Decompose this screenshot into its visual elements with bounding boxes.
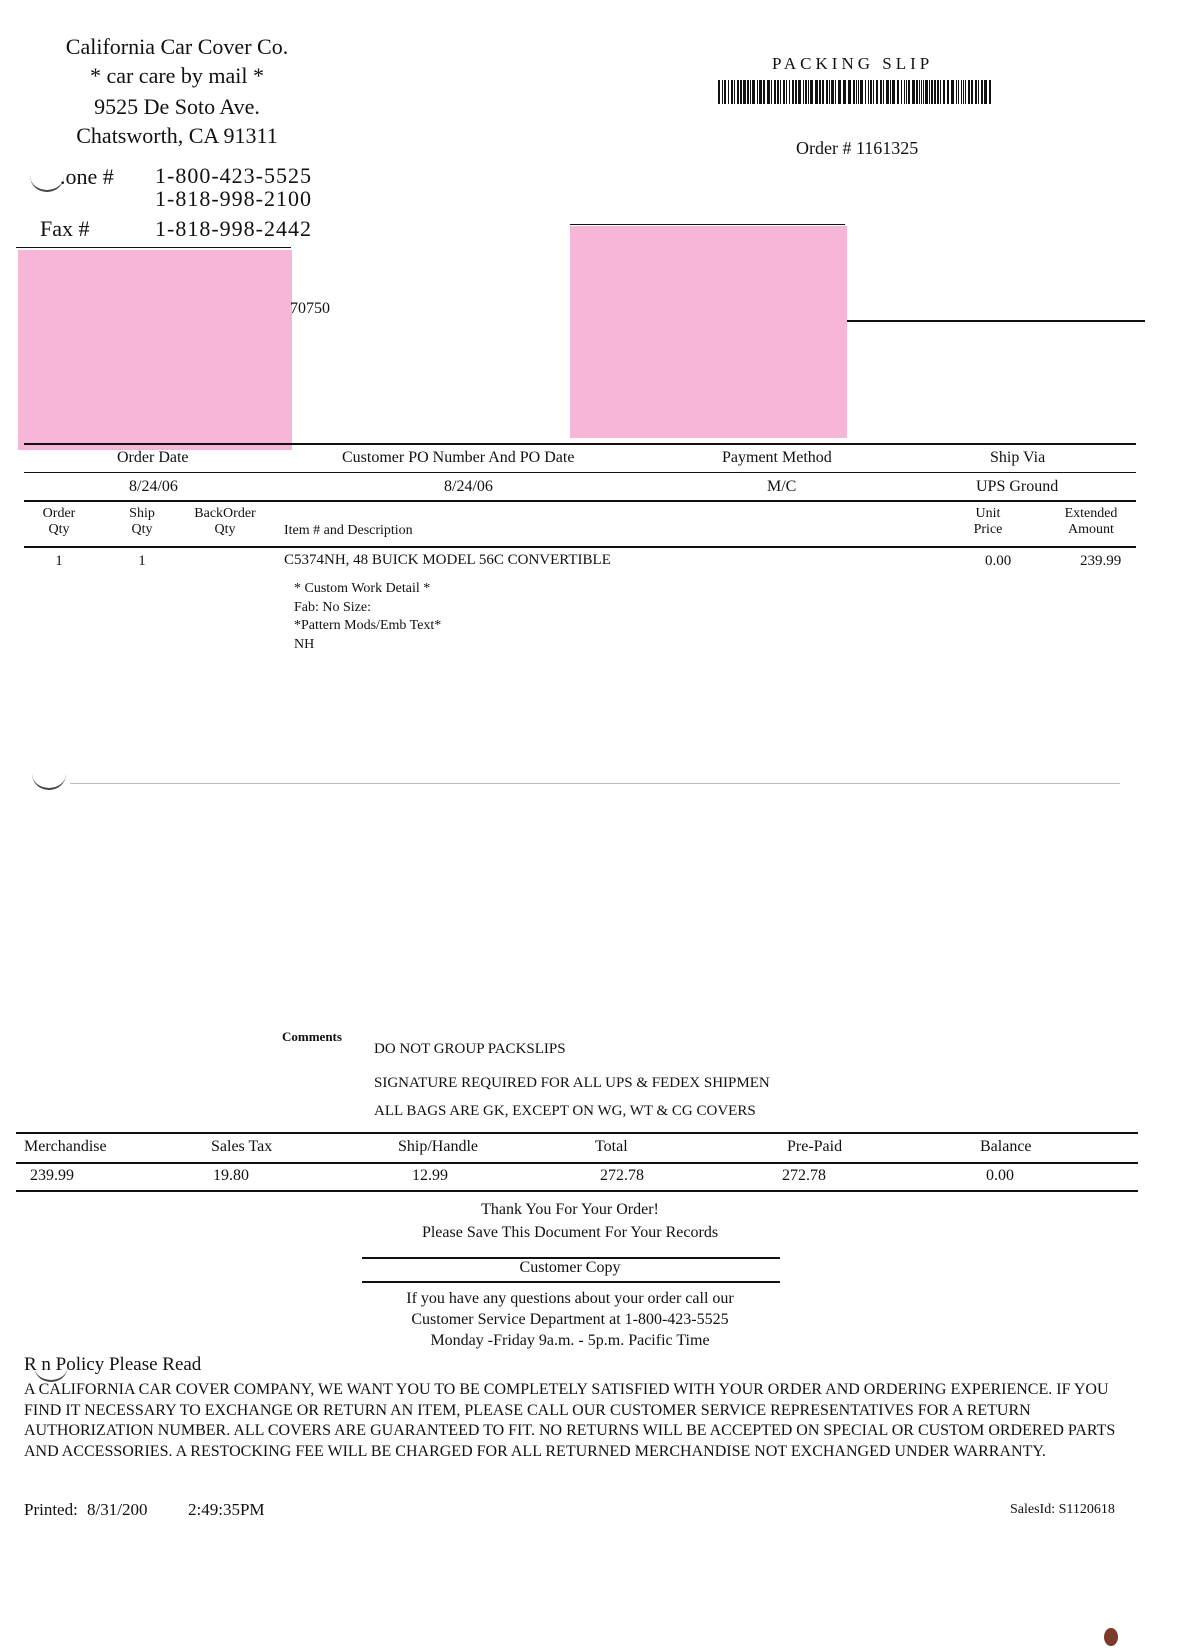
divider-items-header-bottom xyxy=(24,546,1136,548)
company-tagline: * car care by mail * xyxy=(89,63,265,88)
phone-number-1: 1-800-423-5525 xyxy=(155,163,312,188)
barcode-bar xyxy=(747,80,749,104)
phone-label: .one # xyxy=(60,164,114,189)
fax-label: Fax # xyxy=(40,216,90,241)
ship-via-label: Ship Via xyxy=(990,449,1046,466)
barcode-bar xyxy=(798,80,801,104)
save-document-line: Please Save This Document For Your Records xyxy=(421,1224,719,1241)
barcode-bar xyxy=(752,80,755,104)
pre-paid-label: Pre-Paid xyxy=(787,1138,843,1155)
barcode-bar xyxy=(759,80,762,104)
barcode-bar xyxy=(886,80,889,104)
comment-line-1: DO NOT GROUP PACKSLIPS xyxy=(374,1041,566,1057)
company-address-street: 9525 De Soto Ave. xyxy=(94,94,260,119)
divider-address-top-right xyxy=(570,224,845,225)
barcode-bar xyxy=(734,80,735,104)
item-detail-line: NH xyxy=(294,636,315,652)
barcode-bar xyxy=(757,80,758,104)
ship-handle-label: Ship/Handle xyxy=(398,1138,478,1155)
barcode-bar xyxy=(822,80,824,104)
total-label: Total xyxy=(595,1138,628,1155)
barcode-bar xyxy=(925,80,928,104)
thank-you-line: Thank You For Your Order! xyxy=(481,1201,659,1218)
barcode-bar xyxy=(763,80,765,104)
barcode-bar xyxy=(934,80,936,104)
account-number-fragment: 70750 xyxy=(290,300,330,317)
customer-po-value: 8/24/06 xyxy=(444,478,493,495)
company-address-city: Chatsworth, CA 91311 xyxy=(76,123,278,148)
barcode-bar xyxy=(880,80,882,104)
barcode-bar xyxy=(843,80,846,104)
barcode-bar xyxy=(860,80,863,104)
divider-address-top-left xyxy=(16,247,291,248)
barcode-bar xyxy=(718,80,720,104)
barcode-bar xyxy=(805,80,807,104)
barcode-bar xyxy=(750,80,751,104)
barcode-bar xyxy=(826,80,828,104)
barcode-bar xyxy=(971,80,973,104)
barcode-bar xyxy=(771,80,772,104)
item-details xyxy=(294,580,441,654)
divider-order-header-top xyxy=(24,443,1136,445)
barcode-bar xyxy=(883,80,884,104)
item-detail-line: * Custom Work Detail * xyxy=(294,581,431,596)
barcode-bar xyxy=(724,80,726,104)
punch-hole-middle xyxy=(32,758,66,790)
ship-to-redaction xyxy=(570,226,847,438)
barcode-bar xyxy=(789,80,790,104)
extended-amount-header: Extended Amount xyxy=(1064,506,1118,537)
barcode-bar xyxy=(868,80,869,104)
barcode-bar xyxy=(728,80,729,104)
barcode-bar xyxy=(786,80,787,104)
merchandise-label: Merchandise xyxy=(24,1138,107,1155)
barcode-bar xyxy=(856,80,857,104)
ship-handle-value: 12.99 xyxy=(412,1167,448,1184)
barcode-bar xyxy=(774,80,776,104)
item-detail-line: Fab: No Size: xyxy=(294,599,371,615)
barcode-bar xyxy=(984,80,987,104)
sales-id: SalesId: S1120618 xyxy=(1010,1502,1115,1517)
payment-method-value: M/C xyxy=(767,478,797,495)
barcode xyxy=(718,80,993,104)
item-order-qty: 1 xyxy=(55,553,63,569)
barcode-bar xyxy=(831,80,834,104)
barcode-bar xyxy=(956,80,957,104)
sales-tax-value: 19.80 xyxy=(213,1167,249,1184)
barcode-bar xyxy=(975,80,977,104)
balance-value: 0.00 xyxy=(986,1167,1014,1184)
barcode-bar xyxy=(965,80,966,104)
printed-time: 2:49:35PM xyxy=(188,1500,265,1519)
merchandise-value: 239.99 xyxy=(30,1167,74,1184)
barcode-bar xyxy=(989,80,991,104)
barcode-bar xyxy=(873,80,874,104)
barcode-bar xyxy=(968,80,970,104)
divider-totals-mid xyxy=(16,1162,1138,1164)
fax-number: 1-818-998-2442 xyxy=(155,216,312,241)
barcode-bar xyxy=(943,80,945,104)
printed-label: Printed: xyxy=(24,1500,78,1519)
barcode-bar xyxy=(795,80,797,104)
barcode-bar xyxy=(904,80,905,104)
barcode-bar xyxy=(890,80,891,104)
barcode-bar xyxy=(937,80,939,104)
printed-date: 8/31/200 xyxy=(87,1500,148,1519)
barcode-bar xyxy=(803,80,804,104)
customer-po-label: Customer PO Number And PO Date xyxy=(342,449,575,466)
barcode-bar xyxy=(870,80,872,104)
barcode-bar xyxy=(835,80,836,104)
barcode-bar xyxy=(808,80,809,104)
divider-items-top xyxy=(24,500,1136,502)
item-description-header: Item # and Description xyxy=(284,523,413,538)
barcode-bar xyxy=(810,80,813,104)
phone-numbers xyxy=(155,164,312,210)
divider-totals-top xyxy=(16,1132,1138,1134)
barcode-bar xyxy=(731,80,733,104)
barcode-bar xyxy=(951,80,954,104)
divider-order-header-mid xyxy=(24,472,1136,473)
contact-line-2: Customer Service Department at 1-800-423-5525 xyxy=(411,1311,729,1328)
barcode-bar xyxy=(853,80,855,104)
item-unit-price: 0.00 xyxy=(985,553,1012,569)
barcode-bar xyxy=(838,80,841,104)
barcode-bar xyxy=(916,80,918,104)
barcode-bar xyxy=(767,80,770,104)
barcode-bar xyxy=(780,80,781,104)
barcode-bar xyxy=(929,80,930,104)
barcode-bar xyxy=(876,80,878,104)
company-name: California Car Cover Co. xyxy=(65,34,289,59)
ship-qty-header: Ship Qty xyxy=(129,506,155,537)
order-date-value: 8/24/06 xyxy=(129,478,178,495)
packing-slip-title: PACKING SLIP xyxy=(772,54,934,73)
order-date-label: Order Date xyxy=(117,449,189,466)
comment-line-2: SIGNATURE REQUIRED FOR ALL UPS & FEDEX SHIPMEN xyxy=(374,1075,770,1091)
item-extended-amount: 239.99 xyxy=(1080,553,1122,569)
barcode-bar xyxy=(848,80,851,104)
balance-label: Balance xyxy=(980,1138,1032,1155)
barcode-bar xyxy=(963,80,964,104)
fold-line xyxy=(70,783,1120,784)
ship-via-value: UPS Ground xyxy=(976,478,1059,495)
barcode-bar xyxy=(858,80,859,104)
barcode-bar xyxy=(740,80,742,104)
divider-ship-to xyxy=(847,320,1145,322)
barcode-bar xyxy=(792,80,794,104)
barcode-bar xyxy=(865,80,866,104)
item-description: C5374NH, 48 BUICK MODEL 56C CONVERTIBLE xyxy=(284,552,611,568)
barcode-bar xyxy=(777,80,779,104)
barcode-bar xyxy=(906,80,907,104)
barcode-bar xyxy=(923,80,924,104)
total-value: 272.78 xyxy=(600,1167,644,1184)
item-ship-qty: 1 xyxy=(138,553,146,569)
barcode-bar xyxy=(892,80,895,104)
divider-totals-bottom xyxy=(16,1190,1138,1192)
barcode-bar xyxy=(897,80,899,104)
return-policy-title: R n Policy Please Read xyxy=(24,1354,202,1375)
barcode-bar xyxy=(908,80,910,104)
ink-spot xyxy=(1104,1628,1118,1646)
pre-paid-value: 272.78 xyxy=(782,1167,826,1184)
barcode-bar xyxy=(921,80,922,104)
barcode-bar xyxy=(901,80,902,104)
divider-copy-bottom xyxy=(362,1281,780,1283)
customer-copy-label: Customer Copy xyxy=(519,1259,621,1276)
barcode-bar xyxy=(912,80,915,104)
bill-to-redaction xyxy=(18,250,292,450)
barcode-bar xyxy=(722,80,723,104)
barcode-bar xyxy=(981,80,983,104)
payment-method-label: Payment Method xyxy=(722,449,832,466)
barcode-bar xyxy=(829,80,830,104)
barcode-bar xyxy=(743,80,746,104)
backorder-qty-header: BackOrder Qty xyxy=(194,506,256,537)
contact-line-3: Monday -Friday 9a.m. - 5p.m. Pacific Time xyxy=(430,1332,710,1349)
return-policy-text: A CALIFORNIA CAR COVER COMPANY, WE WANT YOU TO BE COMPLETELY SATISFIED WITH YOUR ORDER AND ORDERING EXPERIENCE. IF YOU FIND IT NECESSARY TO EXCHANGE OR RETURN AN ITEM, PLEASE CALL OUR CUSTOMER SERVICE REPRESENTATIVES FOR A RETURN AUTHORIZATION NUMBER. ALL COVERS ARE GUARANTEED TO FIT. NO RETURNS WILL BE ACCEPTED ON SPECIAL OR CUSTOM ORDERED PARTS AND ACCESSORIES. A RESTOCKING FEE WILL BE CHARGED FOR ALL RETURNED MERCHANDISE NOT EXCHANGED UNDER WARRANTY. xyxy=(24,1381,1116,1460)
company-info xyxy=(52,32,302,150)
order-number: Order # 1161325 xyxy=(796,138,919,158)
punch-hole-top xyxy=(30,160,64,192)
barcode-bar xyxy=(961,80,962,104)
barcode-bar xyxy=(737,80,739,104)
item-detail-line: *Pattern Mods/Emb Text* xyxy=(294,618,442,633)
unit-price-header: Unit Price xyxy=(973,506,1003,537)
sales-tax-label: Sales Tax xyxy=(211,1138,273,1155)
barcode-bar xyxy=(931,80,933,104)
barcode-bar xyxy=(940,80,941,104)
comments-label: Comments xyxy=(282,1029,342,1044)
barcode-bar xyxy=(783,80,785,104)
barcode-bar xyxy=(958,80,959,104)
barcode-bar xyxy=(978,80,979,104)
order-qty-header: Order Qty xyxy=(42,506,76,537)
phone-number-2: 1-818-998-2100 xyxy=(155,186,312,211)
contact-line-1: If you have any questions about your order call our xyxy=(406,1290,734,1307)
barcode-bar xyxy=(919,80,920,104)
barcode-bar xyxy=(947,80,949,104)
comment-line-3: ALL BAGS ARE GK, EXCEPT ON WG, WT & CG COVERS xyxy=(374,1103,756,1119)
barcode-bar xyxy=(819,80,821,104)
barcode-bar xyxy=(815,80,818,104)
